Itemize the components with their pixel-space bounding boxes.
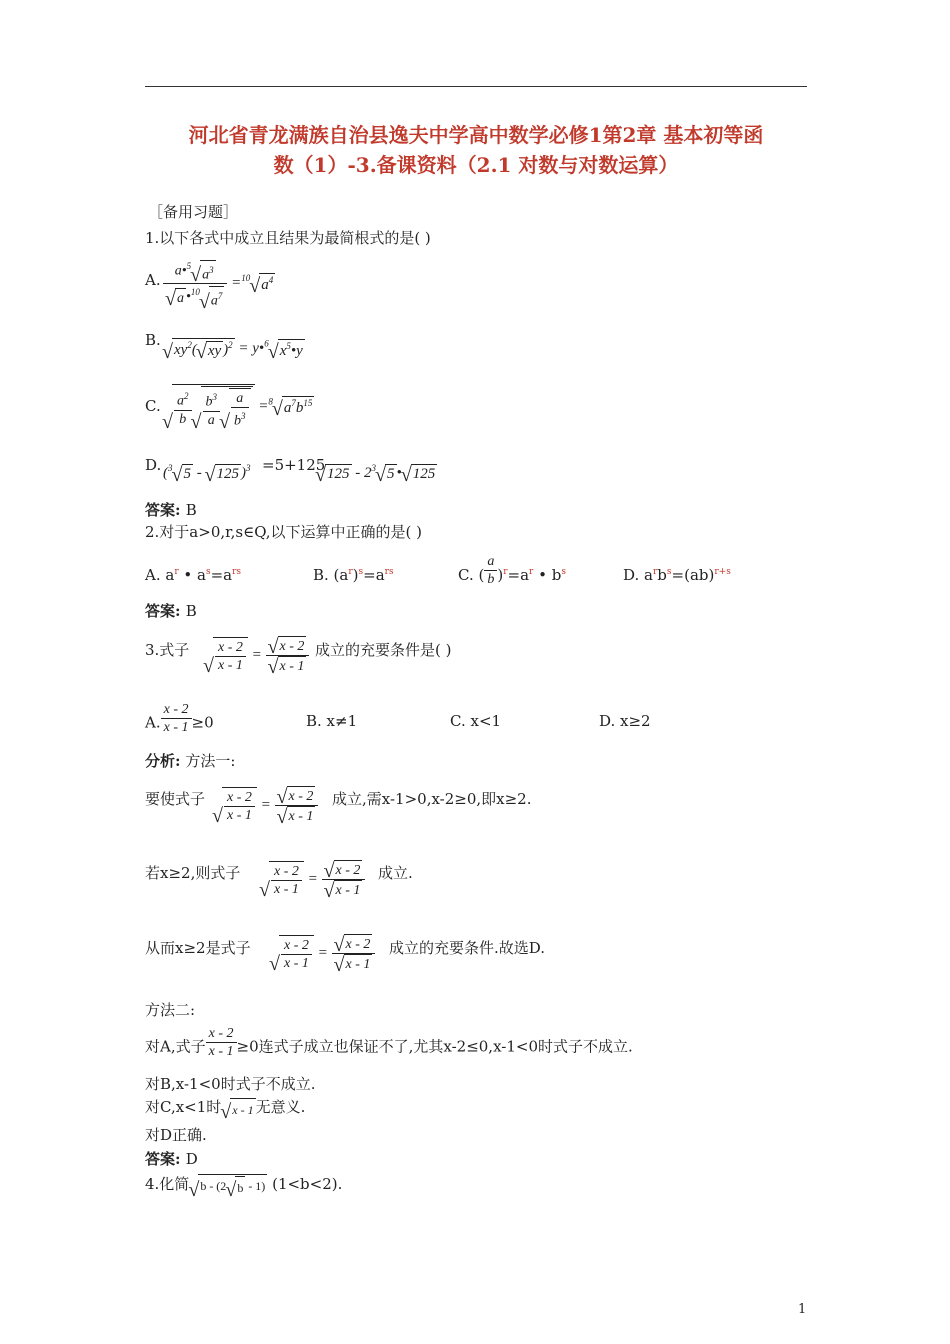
q2-option-a: A. $a^r$ • $a^s=a^{rs}$ [145,566,242,584]
q1-option-d-rhs: =5+125 [262,456,326,474]
question-3-post: 成立的充要条件是( ) [315,641,452,659]
line-3-formula: √ $\frac{x - 2}{x - 1}$ = √ x - 2 √ x - 1 [270,934,375,973]
q1-option-a-formula: a•$^5$√ $a^3$ √ a •$^{10}$√ $a^7$ =$^{10}$√ $a^4$ [163,258,275,310]
line-1-post: 成立,需x-1>0,x-2≥0,即x≥2. [332,790,532,808]
answer-2: 答案: B [145,602,197,620]
answer-1: 答案: B [145,501,197,519]
question-1: 1.以下各式中成立且结果为最简根式的是( ) [145,229,431,247]
line-4: 对A,式子 $\frac{x - 2}{x - 1}$ ≥0连式子成立也保证不了,尤其x-2≤0,x-1<0时式子不成立. [145,1026,633,1059]
q3-formula: √ $\frac{x - 2}{x - 1}$ = √ x - 2 √ x - 1 [204,636,309,675]
line-3-post: 成立的充要条件.故选D. [389,939,546,957]
question-4: 4.化简√ b - (2√ b - 1) (1<b<2). [145,1174,342,1198]
document-title [145,120,807,180]
title-line-1: 河北省青龙满族自治县逸夫中学高中数学必修1第2章 基本初等函 [188,123,764,147]
header-rule [145,86,807,87]
line-2-post: 成立. [378,864,413,882]
question-3-pre: 3.式子 [145,641,190,659]
line-7: 对D正确. [145,1126,207,1144]
line-1-formula: √ $\frac{x - 2}{x - 1}$ = √ x - 2 √ x - 1 [213,786,318,825]
line-3-pre: 从而x≥2是式子 [145,939,251,957]
q1-option-b-formula: √ $xy^2(√$ xy )$^2$ = y•$^6$√ $x^5•y$ [163,338,305,360]
q2-option-d: D. $a^rb^s=(ab)^{r+s}$ [623,566,731,584]
q1-option-d-lhs: ($^3$√ 5 - √ 125 )$^3$ [163,463,251,483]
analysis-method-1: 分析: 方法一: [145,752,236,770]
q1-option-c-formula: √ $\frac{a^2}{b}$ √ $\frac{b^3}{a}$ √ $\frac{a}{b^3}$ =$^8$√ $a^7b^{15}$ [163,384,314,430]
line-2-formula: √ $\frac{x - 2}{x - 1}$ = √ x - 2 √ x - 1 [260,860,365,899]
q3-option-d: D. x≥2 [599,712,651,730]
method-2: 方法二: [145,1001,196,1019]
title-line-2: 数（1）-3.备课资料（2.1 对数与对数运算） [273,153,679,177]
page-number: 1 [798,1302,807,1317]
q3-option-a: A. $\frac{x - 2}{x - 1}$ ≥0 [145,702,214,735]
q3-option-c: C. x<1 [450,712,502,730]
q3-option-b: B. x≠1 [306,712,358,730]
q1-option-a-label: A. [145,271,161,289]
line-5: 对B,x-1<0时式子不成立. [145,1075,316,1093]
q1-option-d-tail: √ $125 - 2^3√$ 5 •√ 125 [316,463,437,483]
line-6: 对C,x<1时√ x - 1 无意义. [145,1097,305,1120]
q1-option-d-label: D. [145,456,162,474]
section-label: ［备用习题］ [148,203,239,221]
q1-option-c-label: C. [145,397,161,415]
question-2: 2.对于a>0,r,s∈Q,以下运算中正确的是( ) [145,523,423,541]
answer-3: 答案: D [145,1150,198,1168]
q1-option-b-label: B. [145,331,161,349]
line-2-pre: 若x≥2,则式子 [145,864,241,882]
line-1-pre: 要使式子 [145,790,206,808]
q2-option-b: B. $(a^r)^s=a^{rs}$ [313,566,394,584]
q2-option-c: C. ( $\frac{a}{b}$ )$^r=a^r$ • $b^s$ [458,553,566,587]
